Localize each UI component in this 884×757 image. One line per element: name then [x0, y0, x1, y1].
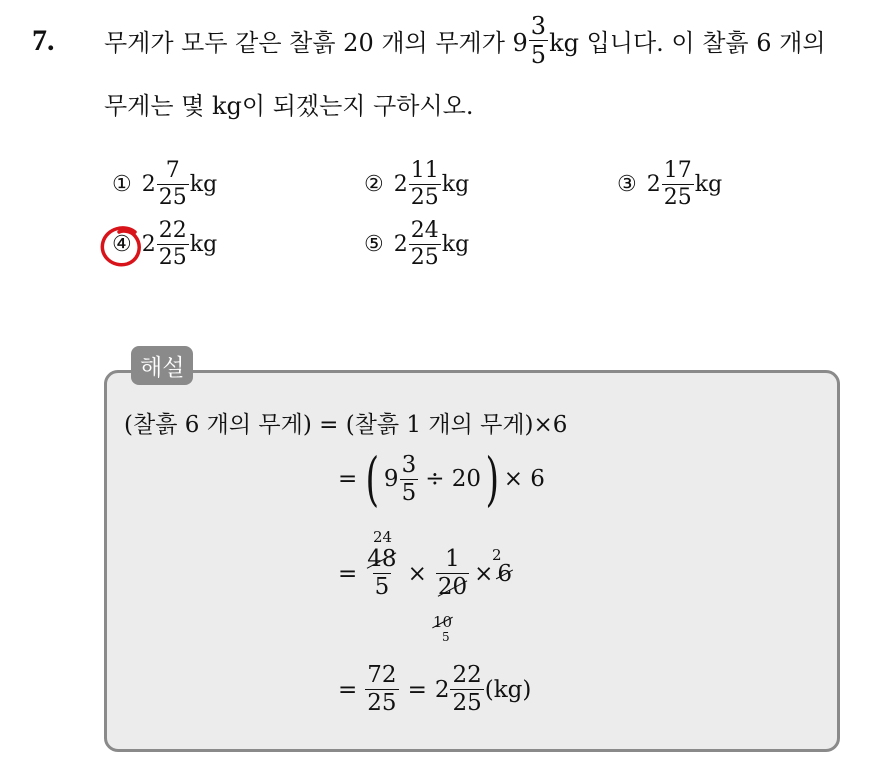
choice-whole: 2 [393, 172, 408, 197]
choice-mark: ③ [617, 172, 637, 197]
choice-whole: 2 [393, 232, 408, 257]
choice-den: 25 [158, 185, 187, 210]
choice-den: 25 [158, 245, 187, 270]
choice-den: 25 [410, 245, 439, 270]
equals: = [338, 676, 358, 703]
fraction-denominator: 5 [530, 41, 547, 69]
l3-den2-small: 10 [433, 613, 453, 631]
choice-unit: kg [189, 172, 218, 197]
choice-den: 25 [663, 185, 692, 210]
l4-unit: (kg) [484, 676, 532, 703]
equals: = [338, 560, 358, 587]
choice-mark: ① [112, 172, 132, 197]
choice-den: 25 [410, 185, 439, 210]
choice-3[interactable] [617, 160, 722, 209]
choice-whole: 2 [646, 172, 661, 197]
choice-5[interactable] [364, 220, 469, 269]
question-text-a: 무게가 모두 같은 찰흙 20 개의 무게가 9 [104, 29, 528, 57]
solution-line-3 [338, 548, 512, 599]
choice-num: 17 [663, 158, 692, 183]
solution-line-1-text: (찰흙 6 개의 무게) = (찰흙 1 개의 무게)×6 [124, 412, 568, 438]
question-text-2: 무게는 몇 kg이 되겠는지 구하시오. [104, 92, 474, 120]
l4-whole: 2 [434, 676, 450, 703]
choice-unit: kg [694, 172, 723, 197]
l2-whole: 9 [383, 466, 399, 492]
choice-num: 11 [410, 158, 439, 183]
choice-mark: ⑤ [364, 232, 384, 257]
question-number: 7. [32, 24, 55, 57]
solution-line-4 [338, 664, 531, 715]
l2-div: ÷ 20 [425, 466, 482, 492]
equals: = [338, 466, 358, 492]
answer-circle-icon [97, 222, 147, 272]
choice-unit: kg [441, 232, 470, 257]
l4-den2: 25 [452, 690, 482, 716]
choice-num: 24 [410, 218, 439, 243]
choice-1[interactable] [112, 160, 217, 209]
l3-six: 6 [497, 560, 513, 587]
choice-unit: kg [189, 232, 218, 257]
question-fraction [529, 14, 548, 67]
choice-whole: 2 [141, 232, 156, 257]
question-line-1 [104, 14, 826, 67]
l2-num: 3 [401, 451, 417, 478]
solution-line-1 [124, 406, 567, 439]
choice-whole: 2 [141, 172, 156, 197]
choice-mark: ④ [112, 232, 132, 257]
l3-six-small: 2 [492, 546, 502, 564]
l3-times2: × [474, 560, 494, 587]
choice-2[interactable] [364, 160, 469, 209]
l3-den2: 20 [437, 574, 468, 600]
question-line-2 [104, 86, 473, 121]
l3-den2-tiny: 5 [442, 630, 450, 644]
l2-times: × 6 [503, 466, 545, 492]
l4-num2: 22 [452, 662, 482, 688]
choice-num: 7 [165, 158, 180, 183]
l3-num: 48 [367, 546, 397, 572]
question-text-b: kg 입니다. 이 찰흙 6 개의 [549, 29, 826, 57]
choice-num: 22 [158, 218, 187, 243]
l4-num: 72 [367, 662, 397, 688]
l2-den: 5 [401, 479, 417, 506]
choice-unit: kg [441, 172, 470, 197]
l3-top-small: 24 [373, 528, 393, 546]
fraction-numerator: 3 [530, 12, 547, 40]
solution-badge: 해설 [131, 346, 193, 385]
l3-den: 5 [374, 574, 390, 600]
choice-mark: ② [364, 172, 384, 197]
solution-line-2: = ( 9 $\frac{3}{5}$ ÷ 20 ) × 6 [338, 445, 545, 513]
l4-den: 25 [367, 690, 397, 716]
l4-eq2: = [407, 676, 427, 703]
l3-times1: × [407, 560, 427, 587]
l3-num2: 1 [445, 546, 460, 572]
